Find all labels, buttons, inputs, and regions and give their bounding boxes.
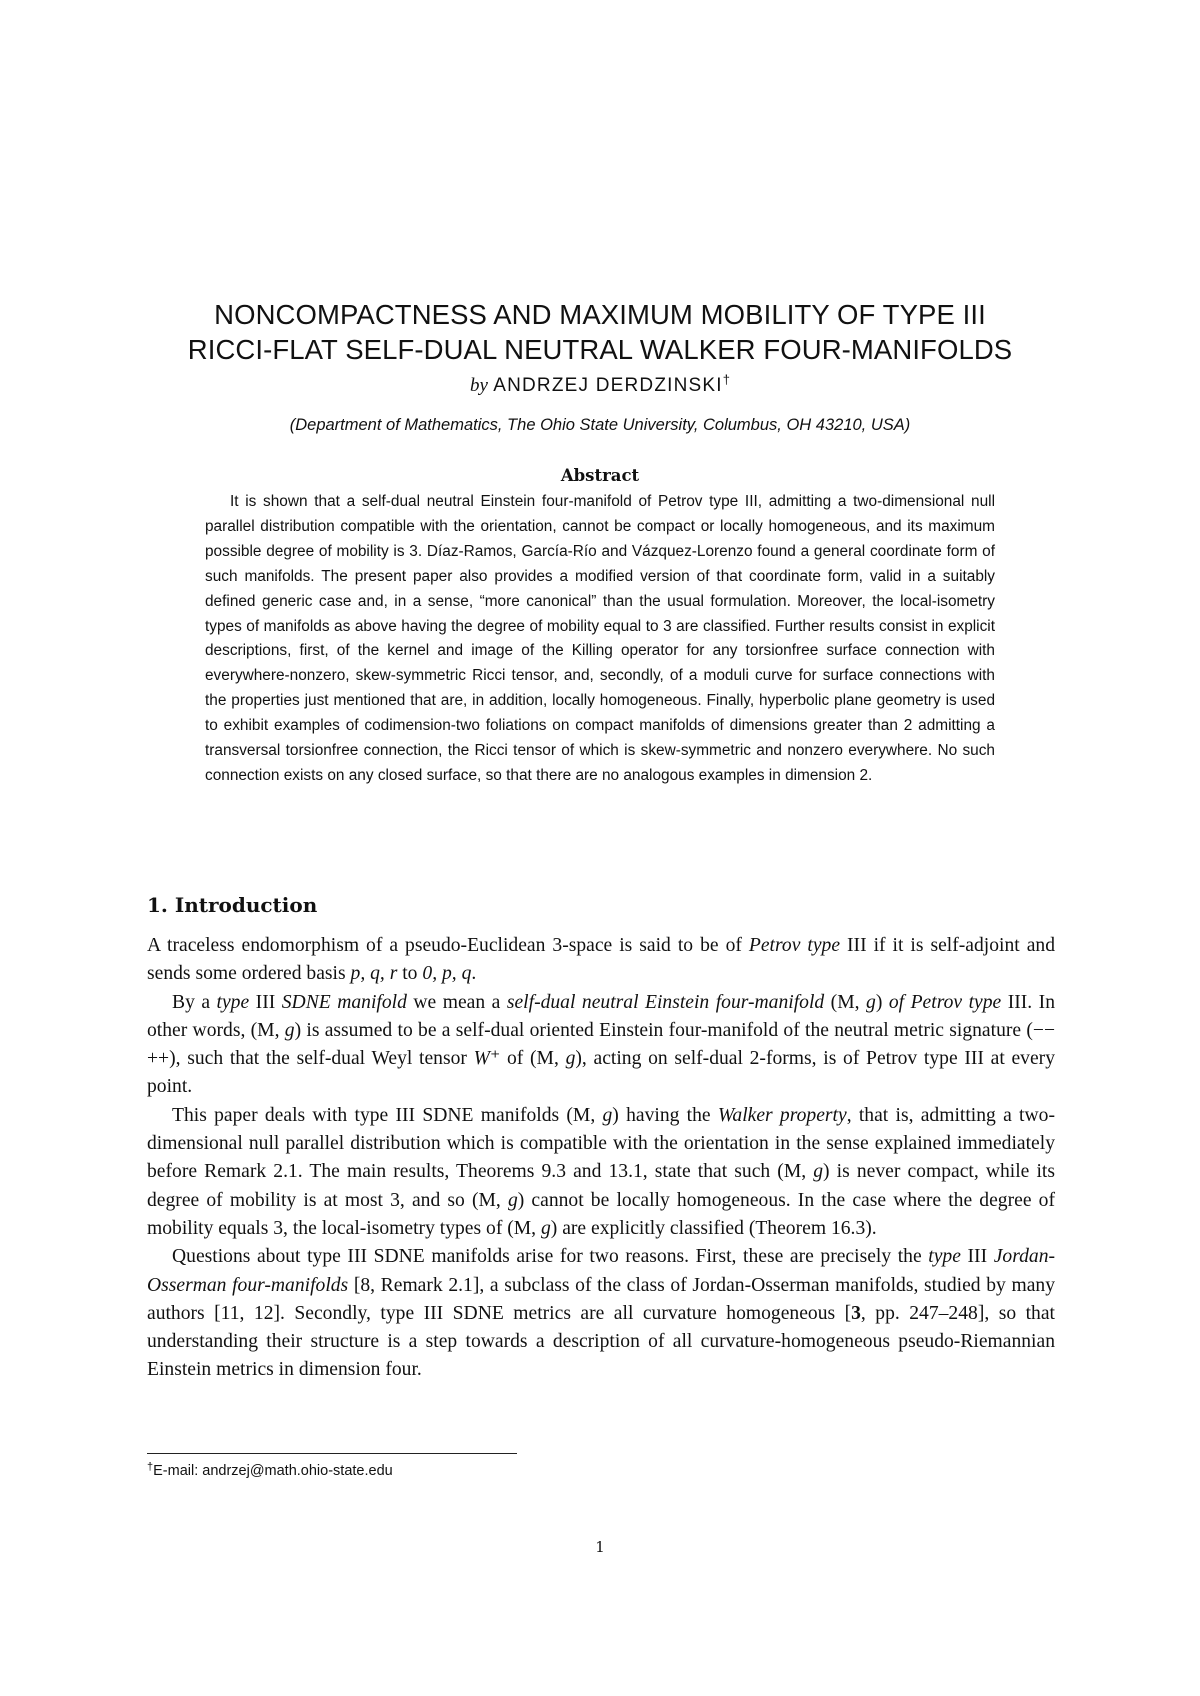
p3-text-e: , that is, admitting a two-dimensional null parallel distribution which is compatible with the orientation in the sense explained immediately before Remark 2.1. The main results, Theorems 9.3 and 13.1, state that such (M, [147, 1104, 1055, 1183]
p2-text-g: (M, [824, 991, 867, 1013]
author-footnote-mark: † [722, 372, 730, 387]
p2-text-i: ) [875, 991, 889, 1013]
p2-text-m: ) is assumed to be a self-dual oriented Einstein four-manifold of the neutral metric signature (−−++), such that the self-dual Weyl tensor [147, 1019, 1056, 1070]
footnote-mark: † [147, 1461, 154, 1473]
p2-math-g-2: g [284, 1019, 295, 1041]
p3-math-g-1: g [602, 1104, 613, 1126]
p1-text-g: . [471, 963, 477, 985]
p4-text-a: Questions about type III SDNE manifolds arise for two reasons. First, these are precisely the [172, 1246, 929, 1268]
paragraph-3 [147, 1102, 1055, 1243]
paragraph-2 [147, 989, 1055, 1102]
abstract-heading: Abstract [560, 466, 640, 485]
p2-em-of-petrov-type: of Petrov type [888, 991, 1002, 1013]
p3-math-g-3: g [507, 1189, 518, 1211]
p4-text-e: [8, Remark 2.1], a subclass of the class of Jordan-Osserman manifolds, studied by many authors [11, 12]. Secondly, type III SDNE metrics are all curvature homogeneous [ [147, 1274, 1055, 1324]
p2-text-k: III. In other words, (M, [147, 991, 1055, 1041]
introduction-body [147, 932, 1055, 1385]
p3-math-g-2: g [813, 1161, 824, 1183]
p1-text-a: A traceless endomorphism of a pseudo-Euclidean 3-space is said to be of [147, 935, 749, 956]
p3-math-g-4: g [540, 1217, 551, 1239]
p4-text-c: III [960, 1246, 994, 1268]
p1-math-image: 0, p, q [422, 963, 472, 985]
p2-em-definition: self-dual neutral Einstein four-manifold [506, 991, 825, 1013]
byline [140, 372, 1060, 397]
author-name: ANDRZEJ DERDZINSKI [493, 375, 723, 396]
footnote-text: E-mail: andrzej@math.ohio-state.edu [153, 1463, 393, 1479]
byline-by: by [469, 375, 488, 396]
footnote-divider [147, 1453, 517, 1454]
p4-em-type: type [928, 1246, 961, 1268]
p3-text-c: ) having the [612, 1104, 718, 1126]
abstract-text: It is shown that a self-dual neutral Einstein four-manifold of Petrov type III, admitting a two-dimensional null parallel distribution compatible with the orientation, cannot be compact or locally homogeneous, and its maximum possible degree of mobility is 3. Díaz-Ramos, García-Río and Vázquez-Lorenzo found a general coordinate form of such manifolds. The present paper also provides a modified version of that coordinate form, valid in a suitably defined generic case and, in a sense, “more canonical” than the usual formulation. Moreover, the local-isometry types of manifolds as above having the degree of mobility equal to 3 are classified. Further results consist in explicit descriptions, first, of the kernel and image of the Killing operator for any torsionfree surface connection with everywhere-nonzero, skew-symmetric Ricci tensor, and, secondly, of a moduli curve for surface connections with the properties just mentioned that are, in addition, locally homogeneous. Finally, hyperbolic plane geometry is used to exhibit examples of codimension-two foliations on compact manifolds of dimensions greater than 2 admitting a transversal torsionfree connection, the Ricci tensor of which is skew-symmetric and nonzero everywhere. No such connection exists on any closed surface, so that there are no analogous examples in dimension 2. [205, 493, 995, 784]
p2-math-weyl-tensor: W⁺ [473, 1048, 501, 1070]
p2-text-o: of (M, [500, 1048, 566, 1070]
paper-title-line-1: NONCOMPACTNESS AND MAXIMUM MOBILITY OF TYPE III [214, 299, 986, 330]
section-heading-introduction: 1. Introduction [147, 893, 318, 917]
p1-math-basis: p, q, r [350, 963, 398, 985]
page-number: 1 [595, 1538, 605, 1556]
p2-text-a: By a [172, 991, 217, 1013]
p3-text-a: This paper deals with type III SDNE manifolds (M, [172, 1104, 603, 1126]
p4-citation-bold: 3 [851, 1302, 861, 1324]
p3-text-i: ) cannot be locally homogeneous. In the case where the degree of mobility equals 3, the local-isometry types of (M, [147, 1189, 1055, 1239]
p4-em-jordan-osserman: Jordan-Osserman four-manifolds [147, 1246, 1056, 1296]
p1-text-e: to [397, 963, 423, 985]
p2-em-type: type [216, 991, 250, 1013]
p3-em-walker-property: Walker property [717, 1104, 847, 1126]
paragraph-1 [147, 932, 1055, 989]
p2-math-g-3: g [565, 1048, 576, 1070]
footnote-email [147, 1461, 393, 1479]
paragraph-4 [147, 1243, 1055, 1384]
p2-em-sdne-manifold: SDNE manifold [281, 991, 407, 1013]
p2-text-e: we mean a [406, 991, 507, 1013]
p2-math-g-1: g [866, 991, 876, 1013]
p1-em-petrov-type: Petrov type [748, 935, 841, 956]
p3-text-k: ) are explicitly classified (Theorem 16.3). [550, 1217, 877, 1239]
p2-text-q: ), acting on self-dual 2-forms, is of Petrov type III at every point. [147, 1048, 1055, 1098]
p2-text-c: III [249, 991, 282, 1013]
paper-title-line-2: RICCI-FLAT SELF-DUAL NEUTRAL WALKER FOUR-MANIFOLDS [187, 334, 1013, 365]
p3-text-g: ) is never compact, while its degree of mobility is at most 3, and so (M, [147, 1161, 1055, 1211]
p1-text-c: III if it is self-adjoint and sends some ordered basis [147, 935, 1056, 985]
author-affiliation: (Department of Mathematics, The Ohio State University, Columbus, OH 43210, USA) [289, 416, 911, 434]
p4-text-g: , pp. 247–248], so that understanding their structure is a step towards a description of all curvature-homogeneous pseudo-Riemannian Einstein metrics in dimension four. [147, 1302, 1055, 1381]
